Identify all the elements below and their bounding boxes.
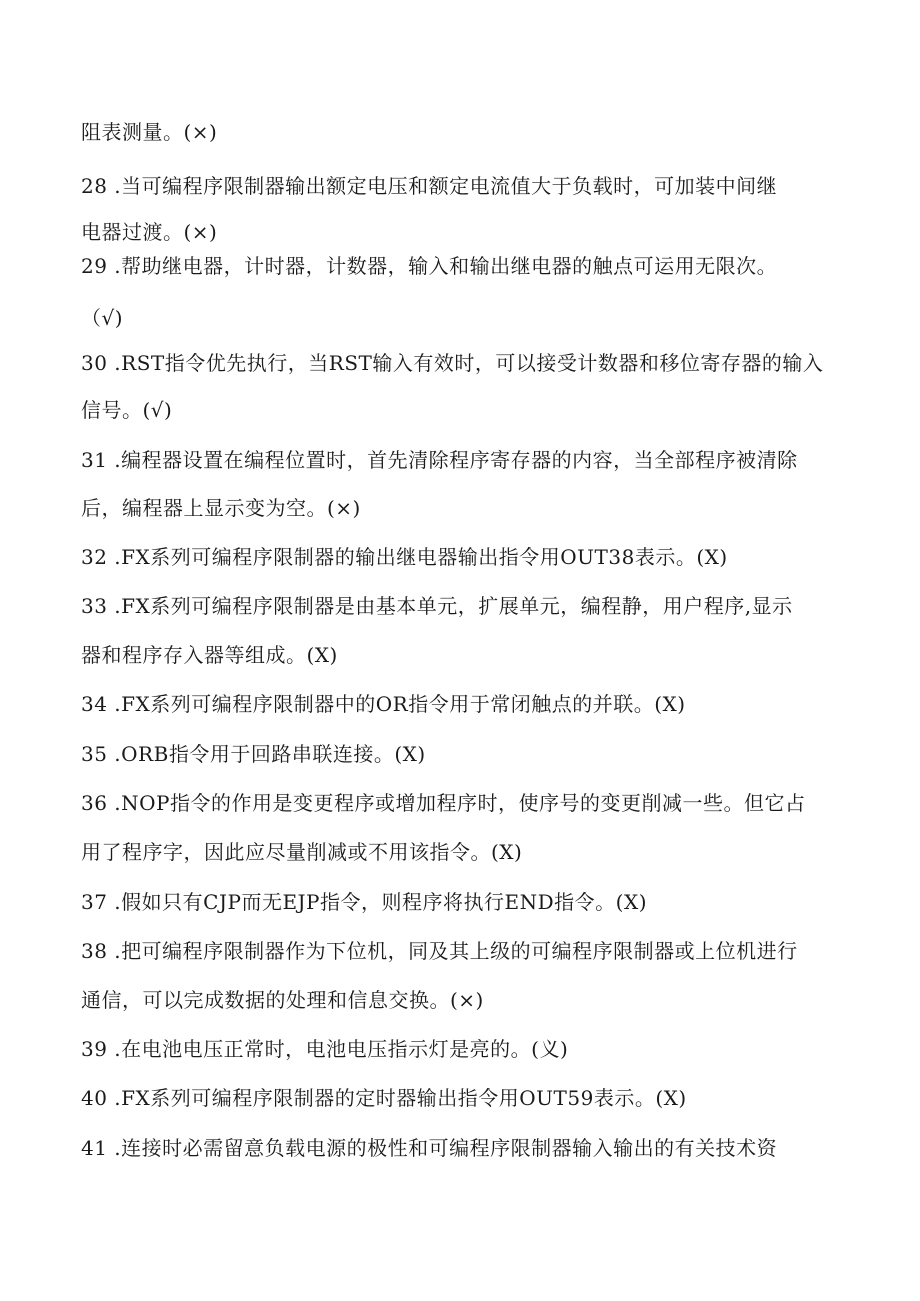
text-line: 37 .假如只有CJP而无EJP指令，则程序将执行END指令。(X) xyxy=(81,890,647,914)
text-line: 32 .FX系列可编程序限制器的输出继电器输出指令用OUT38表示。(X) xyxy=(81,545,728,569)
text-line: 33 .FX系列可编程序限制器是由基本单元，扩展单元，编程静，用户程序,显示 xyxy=(81,594,793,618)
text-line: 器和程序存入器等组成。(X) xyxy=(81,643,338,667)
text-line: 38 .把可编程序限制器作为下位机，同及其上级的可编程序限制器或上位机进行 xyxy=(81,939,798,963)
text-line: 通信，可以完成数据的处理和信息交换。(×) xyxy=(81,988,484,1012)
text-line: 35 .ORB指令用于回路串联连接。(X) xyxy=(81,742,426,766)
text-line: 28 .当可编程序限制器输出额定电压和额定电流值大于负载时，可加装中间继 xyxy=(81,174,778,198)
text-line: 39 .在电池电压正常时，电池电压指示灯是亮的。(义) xyxy=(81,1037,569,1061)
text-line: （√) xyxy=(81,306,124,330)
text-line: 阻表测量。(×) xyxy=(81,120,218,144)
text-line: 用了程序字，因此应尽量削减或不用该指令。(X) xyxy=(81,840,523,864)
text-line: 40 .FX系列可编程序限制器的定时器输出指令用OUT59表示。(X) xyxy=(81,1086,687,1110)
text-line: 29 .帮助继电器，计时器，计数器，输入和输出继电器的触点可运用无限次。 xyxy=(81,254,778,278)
text-line: 信号。(√) xyxy=(81,398,173,422)
text-line: 41 .连接时必需留意负载电源的极性和可编程序限制器输入输出的有关技术资 xyxy=(81,1136,778,1160)
text-line: 36 .NOP指令的作用是变更程序或增加程序时，使序号的变更削减一些。但它占 xyxy=(81,791,806,815)
text-line: 31 .编程器设置在编程位置时，首先清除程序寄存器的内容，当全部程序被清除 xyxy=(81,448,798,472)
text-line: 34 .FX系列可编程序限制器中的OR指令用于常闭触点的并联。(X) xyxy=(81,692,686,716)
text-line: 30 .RST指令优先执行，当RST输入有效时，可以接受计数器和移位寄存器的输入 xyxy=(81,351,824,375)
text-line: 后，编程器上显示变为空。(×) xyxy=(81,496,361,520)
text-line: 电器过渡。(×) xyxy=(81,220,218,244)
